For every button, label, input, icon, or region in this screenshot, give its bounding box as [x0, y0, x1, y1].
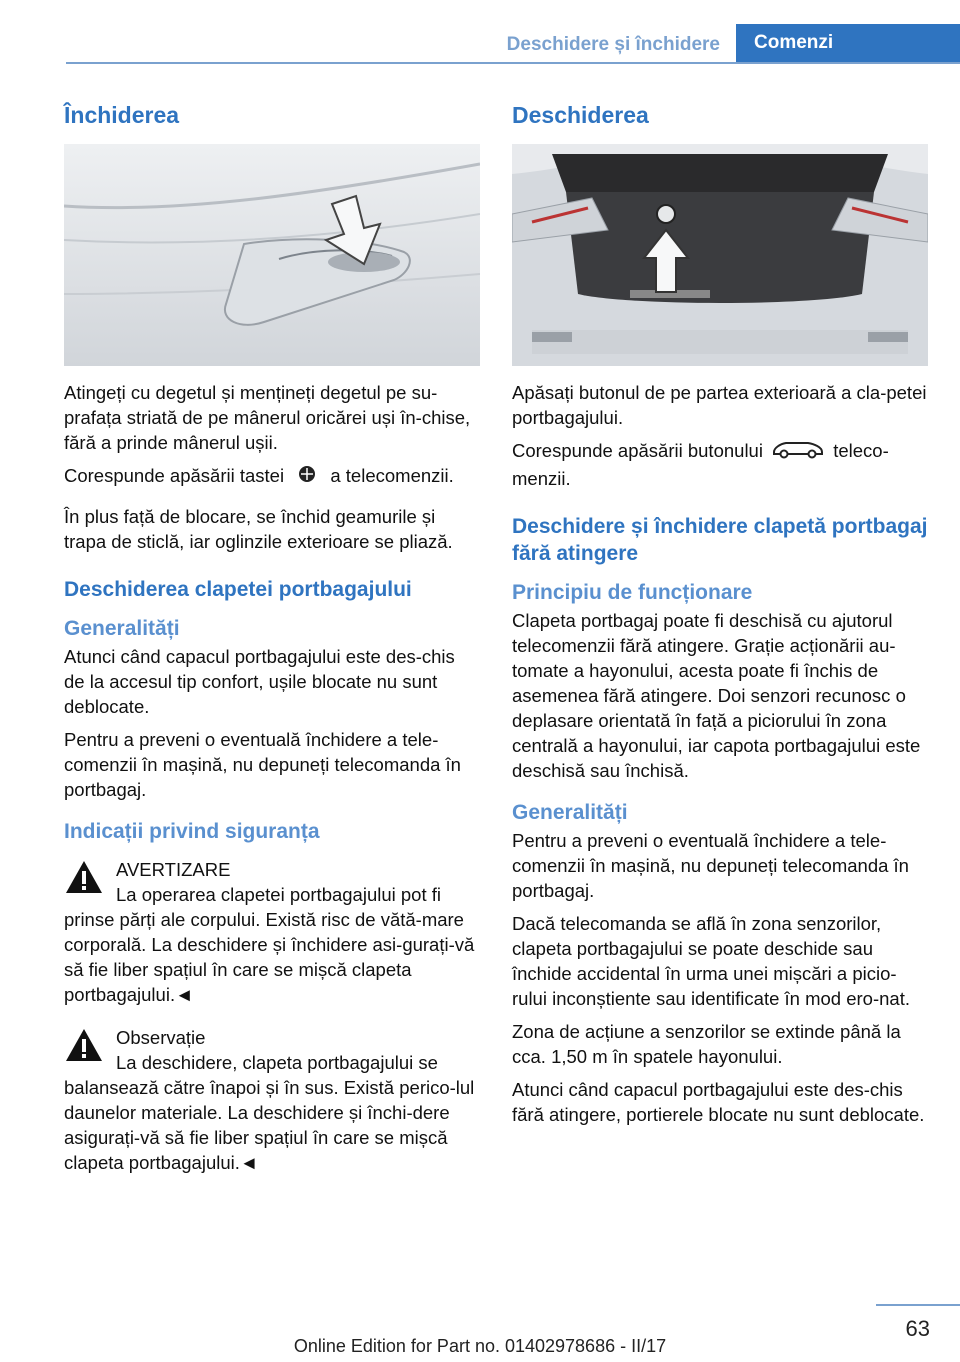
edition-footer: Online Edition for Part no. 01402978686 - II/17 [293, 1336, 667, 1356]
paragraph-comfort-access: Atunci când capacul portbagajului este des-chis de la accesul tip confort, ușile blocate nu sunt deblocate. [64, 646, 455, 718]
door-handle-image [64, 144, 480, 366]
header-chapter-tab: Comenzi [736, 24, 960, 62]
warning-1-label: AVERTIZARE [116, 859, 231, 881]
paragraph-press-button: Apăsați butonul de pe partea exterioară a cla-petei portbagajului. [512, 382, 927, 428]
tailgate-image [512, 144, 928, 366]
heading-handsfree-tailgate: Deschidere și închidere clapetă portbagaj fără atingere [512, 515, 928, 566]
paragraph-button-equivalent [512, 438, 928, 491]
header-section-title: Deschidere și închidere [506, 34, 720, 55]
heading-general-left: Generalități [64, 617, 180, 641]
key-equivalent-text-after: a telecomenzii. [330, 465, 454, 486]
paragraph-prevent-lockin: Pentru a preveni o eventuală închidere a tele-comenzii în mașină, nu depuneți telecomanda în portbagaj. [64, 729, 461, 801]
button-equivalent-text-after: teleco-menzii. [512, 440, 889, 490]
heading-tailgate-opening: Deschiderea clapetei portbagajului [64, 578, 412, 602]
paragraph-handsfree-doors: Atunci când capacul portbagajului este des-chis fără atingere, portierele blocate nu sunt deblocate. [512, 1079, 925, 1126]
warning-2-label: Observație [116, 1027, 206, 1049]
paragraph-principle: Clapeta portbagaj poate fi deschisă cu ajutorul telecomenzii fără atingere. Grație acționării au-tomate a hayonului, acesta poate fi închis de asemenea fără atingere. Doi senzori recunosc o deplasare orientată în față a piciorului în zona centrală a hayonului, iar capota portbagajului este deschisă sau închisă. [512, 610, 921, 782]
car-tailgate-button-icon [768, 438, 828, 466]
header-rule [66, 62, 960, 64]
section-title-opening: Deschiderea [512, 102, 649, 128]
paragraph-windows-close: În plus față de blocare, se închid geamurile și trapa de sticlă, iar oglinzile exterioare se pliază. [64, 506, 453, 553]
paragraph-sensor-range: Zona de acțiune a senzorilor se extinde până la cca. 1,50 m în spatele hayonului. [512, 1021, 901, 1068]
left-column [64, 100, 480, 1175]
warning-1-first-line: La operarea clapetei portbagajului pot fi [116, 884, 442, 906]
paragraph-prevent-lockin-right: Pentru a preveni o eventuală închidere a tele-comenzii în mașină, nu depuneți telecomanda în portbagaj. [512, 830, 909, 902]
door-handle-illustration [64, 144, 480, 366]
right-column [512, 100, 928, 1135]
warning-1-body: prinse părți ale corpului. Există risc de vătă-mare corporală. La deschidere și închidere asi-gurați-vă să fie liber spațiul în care se mișcă clapeta portbagajului.◄ [64, 909, 475, 1006]
paragraph-touch-handle: Atingeți cu degetul și mențineți degetul pe su-prafața striată de pe mânerul oricărei uși în-chise, fără a prinde mânerul ușii. [64, 382, 471, 453]
warning-triangle-icon [64, 1027, 104, 1068]
lock-button-icon [289, 464, 325, 490]
warning-triangle-icon [64, 859, 104, 900]
tailgate-illustration [512, 144, 928, 366]
warning-2-first-line: La deschidere, clapeta portbagajului se [116, 1052, 438, 1074]
paragraph-accidental-opening: Dacă telecomanda se află în zona senzorilor, clapeta portbagajului se poate deschide sau închide accidental în urma unei mișcări a picio-rului inconștiente sau identificate în mod ero-nat. [512, 913, 910, 1010]
key-equivalent-text-before: Corespunde apăsării tastei [64, 465, 285, 486]
section-title-closing: Închiderea [64, 102, 180, 128]
page-number: 63 [905, 1316, 930, 1341]
heading-safety-notes: Indicații privind siguranța [64, 820, 320, 844]
warning-block-2 [64, 1025, 480, 1175]
heading-general-right: Generalități [512, 801, 628, 825]
footer-rule [876, 1304, 960, 1306]
warning-block-1 [64, 857, 480, 1007]
heading-principle: Principiu de funcționare [512, 581, 753, 605]
paragraph-key-equivalent [64, 463, 480, 490]
warning-2-body: balansează către înapoi și în sus. Există perico-lul daunelor materiale. La deschidere și închi-dere asigurați-vă să fie liber spațiul în care se mișcă clapeta portbagajului.◄ [64, 1077, 475, 1174]
button-equivalent-text-before: Corespunde apăsării butonului [512, 440, 763, 461]
